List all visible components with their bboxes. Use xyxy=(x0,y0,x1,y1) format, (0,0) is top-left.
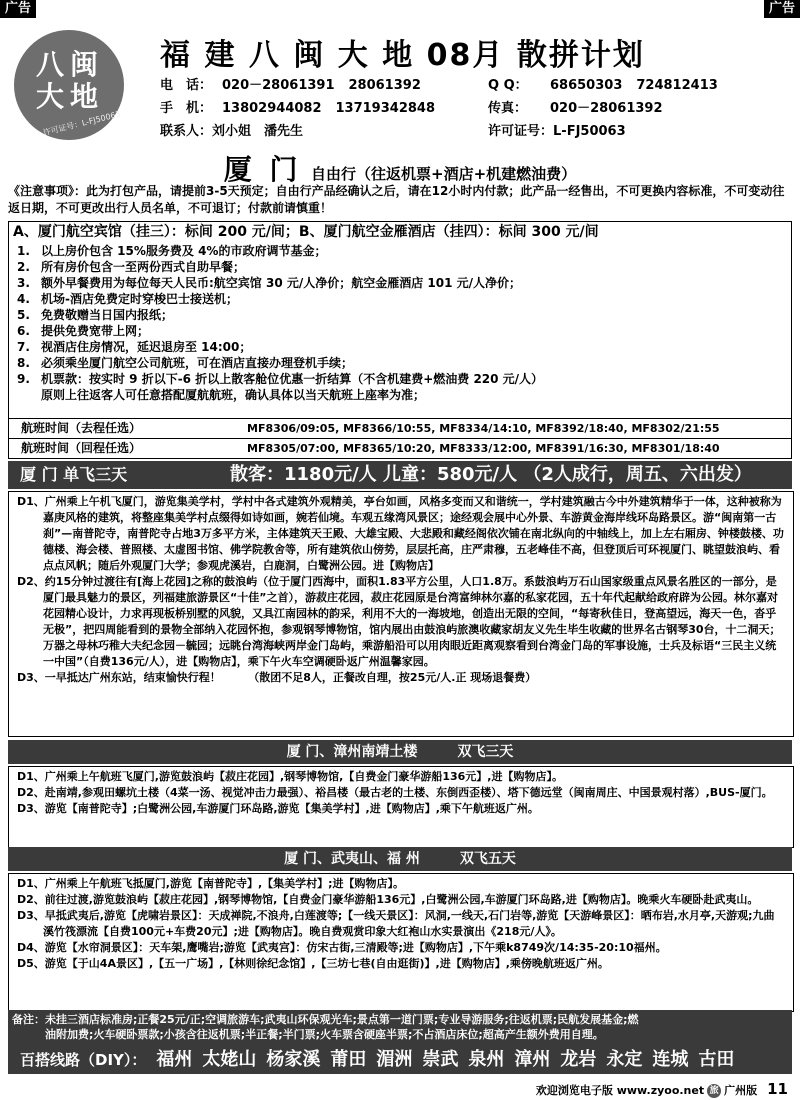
phone-label: 电 话： xyxy=(160,78,213,93)
tour1-itinerary xyxy=(8,491,794,737)
license-line xyxy=(488,120,626,139)
itinerary-day: D3、游览【南普陀寺】;白鹭洲公园,车游厦门环岛路,游览【集美学村】,进【购物店】,乘下午航班返广州。 xyxy=(17,802,539,815)
diy-city: 太姥山 xyxy=(202,1049,257,1070)
rule-text: 额外早餐费用为每位每天人民币:航空宾馆 30 元/人净价；航空金雁酒店 101 元/人净价； xyxy=(41,276,522,290)
xiamen-title: 厦 门 xyxy=(223,153,302,186)
rule-number: 6. xyxy=(17,324,30,338)
page-title: 福 建 八 闽 大 地 08月 散拼计划 xyxy=(160,38,645,73)
rule-number: 1. xyxy=(17,244,30,258)
ad-label-left: 广告 xyxy=(0,0,36,18)
rule-text: 必须乘坐厦门航空公司航班，可在酒店直接办理登机手续； xyxy=(41,356,354,370)
hotel-rules-box xyxy=(8,221,792,459)
diy-city: 古田 xyxy=(698,1049,735,1070)
diy-city: 福州 xyxy=(156,1049,193,1070)
tour1-price: 散客：1180元/人 儿童：580元/人 （2人成行，周五、六出发） xyxy=(230,464,752,485)
rule-text: 免费敬赠当日国内报纸； xyxy=(41,308,174,322)
flight-codes: MF8305/07:00, MF8365/10:20, MF8333/12:00, MF8391/16:30, MF8301/18:40 xyxy=(247,442,720,455)
flight-codes: MF8306/09:05, MF8366/10:55, MF8334/14:10, MF8392/18:40, MF8302/21:55 xyxy=(247,422,720,435)
tour3-itinerary xyxy=(8,873,794,1012)
hotel-prices: A、厦门航空宾馆（挂三）：标间 200 元/间；B、厦门航空金雁酒店（挂四）：标间 300 元/间 xyxy=(13,224,599,240)
qq-number: 724812413 xyxy=(636,78,718,93)
remark-line: 油附加费;火车硬卧票款;小孩含往返机票;半正餐;半门票;火车票含硬座半票;不占酒店床位;超高产生额外费用自理。 xyxy=(12,1028,604,1041)
footer xyxy=(536,1080,788,1098)
itinerary-day: D2、约15分钟过渡往有[海上花园]之称的鼓浪屿（位于厦门西海中，面积1.83平方公里，人口1.8万。系鼓浪屿万石山国家级重点风景名胜区的一部分，是厦门最具魅力的景区，列福建旅游景区“十佳”之首），游菽庄花园，菽庄花园原是台湾富绅林尔嘉的私家花园，五十年代起献给政府辟为公园。林尔嘉对花园精心设计，力求再现板桥别墅的风貌，又具江南园林的韵采，利用不大的一海坡地，创造出无限的空间，“每寄秋佳日，登高望远，海天一色，沓乎无极”，把四周能看到的景物全部纳入花园怀抱，参观钢琴博物馆，馆内展出由鼓浪屿旅澳收藏家胡友义先生毕生收藏的世界名古钢琴30台，十二洞天；万器之母林巧稚大夫纪念园－毓园；远眺台湾海峡两岸金门岛屿，乘游船沿可以用肉眼近距离观察看到台湾金门岛的军事设施，士兵及标语“三民主义统一中国”（自费136元/人），进【购物店】，乘下午火车空调硬卧返广州温馨家园。 xyxy=(17,575,781,668)
rule-text: 所有房价包含一至两份西式自助早餐； xyxy=(41,260,246,274)
rule-number: 9. xyxy=(17,372,30,386)
diy-city: 崇武 xyxy=(422,1049,459,1070)
mobile-number: 13719342848 xyxy=(335,101,435,116)
rule-text: 视酒店住房情况，延迟退房至 14:00； xyxy=(41,340,252,354)
flight-label: 航班时间（去程任选） xyxy=(21,421,142,435)
footer-edition: 广州版 xyxy=(724,1084,758,1097)
mobile-line xyxy=(160,97,435,116)
rule-number: 3. xyxy=(17,276,30,290)
diy-city: 杨家溪 xyxy=(266,1049,321,1070)
contact-person-label: 联系人： xyxy=(160,124,213,139)
phone-number: 28061392 xyxy=(348,78,421,93)
tour3-tag: 双飞五天 xyxy=(459,851,516,867)
rule-text: 提供免费宽带上网； xyxy=(41,324,150,338)
diy-city: 泉州 xyxy=(468,1049,505,1070)
tour2-title-bar xyxy=(8,740,792,764)
flight-row-return xyxy=(9,438,791,458)
diy-city: 莆田 xyxy=(330,1049,367,1070)
tour2-tag: 双飞三天 xyxy=(457,744,514,760)
phone-number: 020－28061391 xyxy=(222,78,335,93)
rule-item xyxy=(9,291,791,307)
rule-item xyxy=(9,339,791,355)
rule-text: 以上房价包含 15%服务费及 4%的市政府调节基金； xyxy=(41,244,327,258)
tour3-title: 厦 门、武夷山、福 州 xyxy=(284,851,420,867)
tour1-title: 厦 门 单飞三天 xyxy=(20,465,128,484)
contact-persons: 刘小姐 潘先生 xyxy=(212,124,304,139)
rule-extra: 原则上往返客人可任意搭配厦航航班，确认具体以当天航班上座率为准； xyxy=(41,388,426,402)
logo-license: 许可证号：L-FJ50063 xyxy=(42,109,122,138)
notice-text: 《注意事项》：此为打包产品，请提前3-5天预定；自由行产品经确认之后，请在12小时内付款；此产品一经售出，不可更换内容标准，不可变动往返日期，不可更改出行人员名单，不可退订；付款前请慎重！ xyxy=(8,184,785,215)
license-label: 许可证号： xyxy=(488,124,554,139)
rule-item xyxy=(9,275,791,291)
itinerary-day: D3、一早抵达广州东站，结束愉快行程！ （散团不足8人，正餐改自理，按25元/人.正 现场退餐费） xyxy=(17,671,537,684)
qq-label: Q Q： xyxy=(488,78,528,93)
rule-item xyxy=(9,323,791,339)
itinerary-day: D1、广州乘上午航班飞抵厦门,游览【南普陀寺】,【集美学村】;进【购物店】。 xyxy=(17,877,405,890)
rule-number: 5. xyxy=(17,308,30,322)
qq-line xyxy=(488,74,718,93)
itinerary-day: D2、前往过渡,游览鼓浪屿【菽庄花园】,钢琴博物馆,【自费金门豪华游船136元】,白鹭洲公园,车游厦门环岛路,进【购物店】。晚乘火车硬卧赴武夷山。 xyxy=(17,893,759,906)
mobile-label: 手 机： xyxy=(160,101,213,116)
rule-number: 2. xyxy=(17,260,30,274)
remark-box xyxy=(8,1010,792,1046)
fax-line xyxy=(488,97,663,116)
header xyxy=(0,22,800,144)
rule-item xyxy=(9,371,791,387)
contact-person-line xyxy=(160,120,303,139)
rule-item xyxy=(9,259,791,275)
rules-list xyxy=(9,243,791,387)
rule-item xyxy=(9,355,791,371)
itinerary-day: D1、广州乘上午机飞厦门，游览集美学村，学村中各式建筑外观精美，亭台如画，风格多变而又和谐统一，学村建筑融古今中外建筑精华于一体，这种被称为嘉庚风格的建筑，将整座集美学村点缀得如诗如画，婉若仙境。车观五缘湾风景区；途经观会展中心外景、车游黄金海岸线环岛路景区。游“闽南第一古刹”—南普陀寺，南普陀寺占地3万多平方米，主体建筑天王殿、大雄宝殿、大悲殿和藏经阁依次铺在南北纵向的中轴线上，加上左右厢房、钟楼鼓楼、功德楼、海会楼、普照楼、太虚图书馆、佛学院教舍等，所有建筑依山傍势，层层托高，庄严肃穆，五老峰佳不高，但登顶后可环视厦门、眺望鼓浪屿、看点点风帆；随后外观厦门大学；参观虎溪岩，白鹿洞，白鹭洲公园。进【购物店】 xyxy=(17,495,784,572)
diy-city: 龙岩 xyxy=(560,1049,597,1070)
footer-text: 欢迎浏览电子版 www.zyoo.net xyxy=(535,1084,705,1097)
logo-char: 大 xyxy=(36,80,65,113)
itinerary-day: D5、游览【于山4A景区】,【五一广场】,【林则徐纪念馆】,【三坊七巷(自由逛街)】,进【购物店】,乘傍晚航班返广州。 xyxy=(17,957,609,970)
rule-text: 机场-酒店免费定时穿梭巴士接送机； xyxy=(41,292,238,306)
diy-city: 连城 xyxy=(652,1049,689,1070)
rule-item xyxy=(9,307,791,323)
qq-number: 68650303 xyxy=(550,78,623,93)
license-number: L-FJ50063 xyxy=(553,124,626,139)
diy-city: 漳州 xyxy=(514,1049,551,1070)
tour2-itinerary xyxy=(8,766,794,848)
diy-city: 湄洲 xyxy=(376,1049,413,1070)
logo-char: 闽 xyxy=(70,48,99,81)
tour3-title-bar xyxy=(8,847,792,871)
rule-number: 8. xyxy=(17,356,30,370)
fax-label: 传真： xyxy=(488,101,528,116)
remark-line: 备注：未挂三酒店标准房;正餐25元/正;空调旅游车;武夷山环保观光车;景点第一道门票;专业导游服务;往返机票;民航发展基金;燃 xyxy=(12,1013,639,1026)
xiamen-heading xyxy=(0,148,800,188)
tour1-price-bar xyxy=(8,461,792,489)
diy-city: 永定 xyxy=(606,1049,643,1070)
company-logo xyxy=(14,30,124,140)
rule-number: 4. xyxy=(17,292,30,306)
rule-item xyxy=(9,243,791,259)
logo-char: 地 xyxy=(70,80,99,113)
tour2-title: 厦 门、漳州南靖土楼 xyxy=(286,744,418,760)
xiamen-subtitle: 自由行（往返机票+酒店+机建燃油费） xyxy=(311,165,577,183)
rule-number: 7. xyxy=(17,340,30,354)
diy-cities xyxy=(156,1049,744,1070)
rule-text: 机票款：按实时 9 折以下-6 折以上散客舱位优惠一折结算（不含机建费+燃油费 220 元/人） xyxy=(41,372,544,386)
itinerary-day: D4、游览【水帘洞景区】：天车架,鹰嘴岩;游览【武夷宫】：仿宋古街,三清殿等;进【购物店】,下午乘k8749次/14:35-20:10福州。 xyxy=(17,941,667,954)
itinerary-day: D2、赴南靖,参观田螺坑土楼（4菜一汤、视觉冲击力最强）、裕昌楼（最古老的土楼、东倒西歪楼）、塔下德远堂（闽南周庄、中国景观村落）,BUS-厦门。 xyxy=(17,786,773,799)
flight-label: 航班时间（回程任选） xyxy=(21,441,142,455)
fax-number: 020－28061392 xyxy=(550,101,663,116)
mobile-number: 13802944082 xyxy=(222,101,322,116)
phone-line xyxy=(160,74,421,93)
footer-badge-icon: 旅 xyxy=(707,1084,721,1098)
page-number: 11 xyxy=(767,1080,788,1098)
itinerary-day: D3、早抵武夷后,游览【虎啸岩景区】：天成禅院,不浪舟,白莲渡等;【一线天景区】：风洞,一线天,石门岩等,游览【天游峰景区】：晒布岩,水月亭,天游观;九曲溪竹筏漂流【自费100元+车费20元】;进【购物店】。晚自费观赏印象大红袍山水实景演出《218元/人》。 xyxy=(17,909,775,938)
logo-char: 八 xyxy=(36,48,65,81)
diy-label: 百搭线路（DIY）： xyxy=(20,1051,147,1069)
diy-routes-bar xyxy=(8,1046,792,1074)
itinerary-day: D1、广州乘上午航班飞厦门,游览鼓浪屿【菽庄花园】,钢琴博物馆,【自费金门豪华游船136元】,进【购物店】。 xyxy=(17,770,563,783)
ad-label-right: 广告 xyxy=(764,0,800,18)
flight-row-outbound xyxy=(9,418,791,438)
